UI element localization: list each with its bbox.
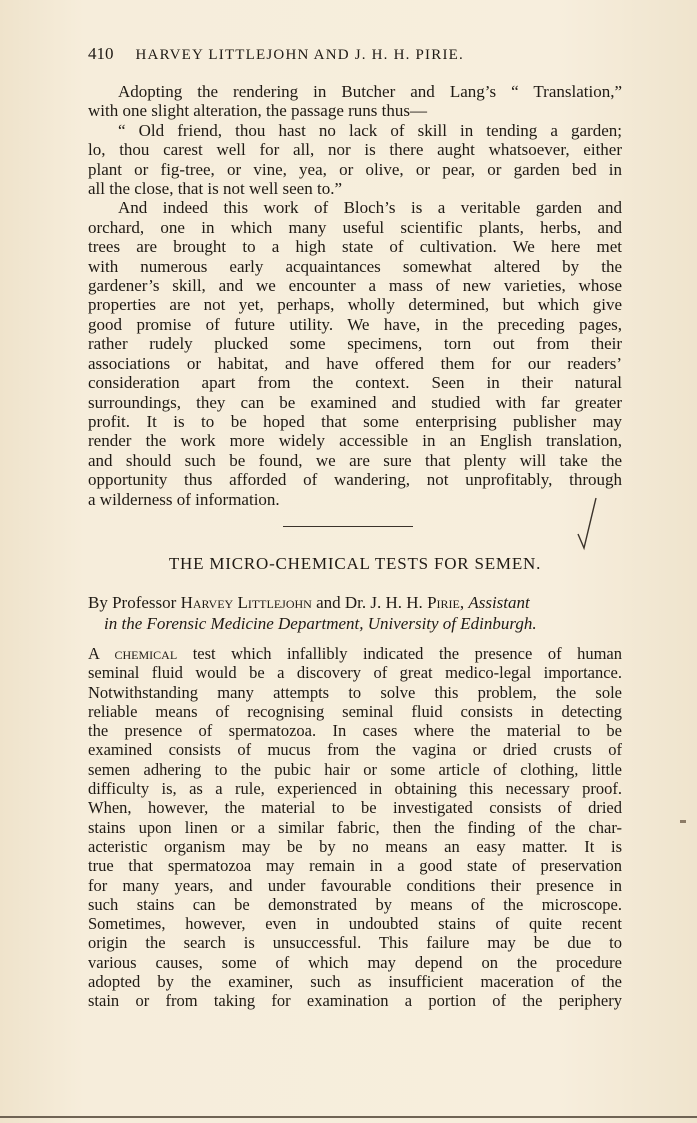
text-line: consideration apart from the context. Seen in their natural bbox=[88, 373, 622, 393]
text-line: surroundings, they can be examined and studied with far greater bbox=[88, 392, 622, 412]
text-line: good promise of future utility. We have, in the preceding pages, bbox=[88, 314, 622, 334]
text-line: “ Old friend, thou hast no lack of skill in tending a garden; bbox=[118, 120, 622, 140]
text-line: difficulty is, as a rule, experienced in obtaining this necessary proof. bbox=[88, 779, 622, 799]
article-title: THE MICRO-CHEMICAL TESTS FOR SEMEN. bbox=[168, 554, 542, 573]
text-line: with one slight alteration, the passage runs thus— bbox=[88, 101, 427, 121]
article-body bbox=[88, 644, 622, 1011]
text-line: render the work more widely accessible in an English translation, bbox=[88, 431, 622, 451]
text-line: the presence of spermatozoa. In cases where the material to be bbox=[88, 721, 622, 741]
page-number: 410 bbox=[88, 44, 114, 63]
text-line: stain or from taking for examination a portion of the periphery bbox=[88, 991, 622, 1011]
text-line: Sometimes, however, even in undoubted stains of quite recent bbox=[88, 914, 622, 934]
text-line: plant or fig-tree, or vine, yea, or olive, or pear, or garden bed in bbox=[88, 159, 622, 179]
byline-comma: , bbox=[459, 593, 465, 612]
opening-line-rest: test which infallibly indicated the presence of human bbox=[177, 644, 622, 663]
text-line: Adopting the rendering in Butcher and Lang’s “ Translation,” bbox=[118, 82, 622, 101]
page-edge-mark bbox=[680, 820, 686, 823]
text-line: trees are brought to a high state of cultivation. We here met bbox=[88, 237, 622, 257]
author-pirie: Pirie bbox=[427, 593, 460, 612]
text-line: stains upon linen or a similar fabric, then the finding of the char- bbox=[88, 817, 622, 837]
text-line: And indeed this work of Bloch’s is a veritable garden and bbox=[118, 198, 622, 218]
text-line: examined consists of mucus from the vagina or dried crusts of bbox=[88, 740, 622, 760]
pencil-tick-mark bbox=[570, 490, 610, 560]
byline-prefix: By Professor bbox=[88, 593, 177, 612]
section1-text bbox=[88, 82, 622, 509]
text-line: orchard, one in which many useful scientific plants, herbs, and bbox=[88, 217, 622, 237]
section-divider bbox=[283, 526, 413, 527]
text-line: acteristic organism may be by no means an easy matter. It is bbox=[88, 836, 622, 856]
text-line: adopted by the examiner, such as insufficient maceration of the bbox=[88, 972, 622, 992]
text-line: such stains can be demonstrated by means of the microscope. bbox=[88, 894, 622, 914]
text-line: properties are not yet, perhaps, wholly determined, but which give bbox=[88, 295, 622, 315]
text-line: for many years, and under favourable conditions their presence in bbox=[88, 875, 622, 895]
text-line: various causes, some of which may depend on the procedure bbox=[88, 952, 622, 972]
text-line: profit. It is to be hoped that some enterprising publisher may bbox=[88, 411, 622, 431]
running-title: HARVEY LITTLEJOHN AND J. H. H. PIRIE. bbox=[135, 47, 464, 63]
text-line: gardener’s skill, and we encounter a mass of new varieties, whose bbox=[88, 276, 622, 296]
text-line: true that spermatozoa may remain in a good state of preservation bbox=[88, 856, 622, 876]
text-line: reliable means of recognising seminal fluid consists in detecting bbox=[88, 701, 622, 721]
byline-affiliation: in the Forensic Medicine Department, University of Edinburgh. bbox=[104, 614, 537, 633]
text-line: seminal fluid would be a discovery of great medico-legal importance. bbox=[88, 663, 622, 683]
byline-line-1 bbox=[88, 592, 622, 613]
text-line: all the close, that is not well seen to.” bbox=[88, 179, 342, 199]
text-line: a wilderness of information. bbox=[88, 489, 280, 509]
byline-middle: and Dr. J. H. H. bbox=[316, 593, 423, 612]
text-line: associations or habitat, and have offered them for our readers’ bbox=[88, 353, 622, 373]
text-line: lo, thou carest well for all, nor is there aught whatsoever, either bbox=[88, 140, 622, 160]
page-bottom-edge bbox=[0, 1116, 697, 1118]
author-role: Assistant bbox=[468, 593, 530, 612]
text-line: rather rudely plucked some specimens, torn out from their bbox=[88, 334, 622, 354]
text-line: Notwithstanding many attempts to solve this problem, the sole bbox=[88, 682, 622, 702]
author-littlejohn: Harvey Littlejohn bbox=[180, 593, 312, 612]
article-byline bbox=[88, 592, 622, 634]
text-line: origin the search is unsuccessful. This failure may be due to bbox=[88, 933, 622, 953]
text-line: semen adhering to the pubic hair or some article of clothing, little bbox=[88, 759, 622, 779]
running-head bbox=[88, 44, 628, 64]
text-line: with numerous early acquaintances somewhat altered by the bbox=[88, 256, 622, 276]
text-line: and should such be found, we are sure that plenty will take the bbox=[88, 450, 622, 470]
text-line: When, however, the material to be investigated consists of dried bbox=[88, 798, 622, 818]
opening-words: A chemical bbox=[88, 644, 178, 663]
text-line-first bbox=[88, 644, 622, 663]
text-line: opportunity thus afforded of wandering, not unprofitably, through bbox=[88, 470, 622, 490]
